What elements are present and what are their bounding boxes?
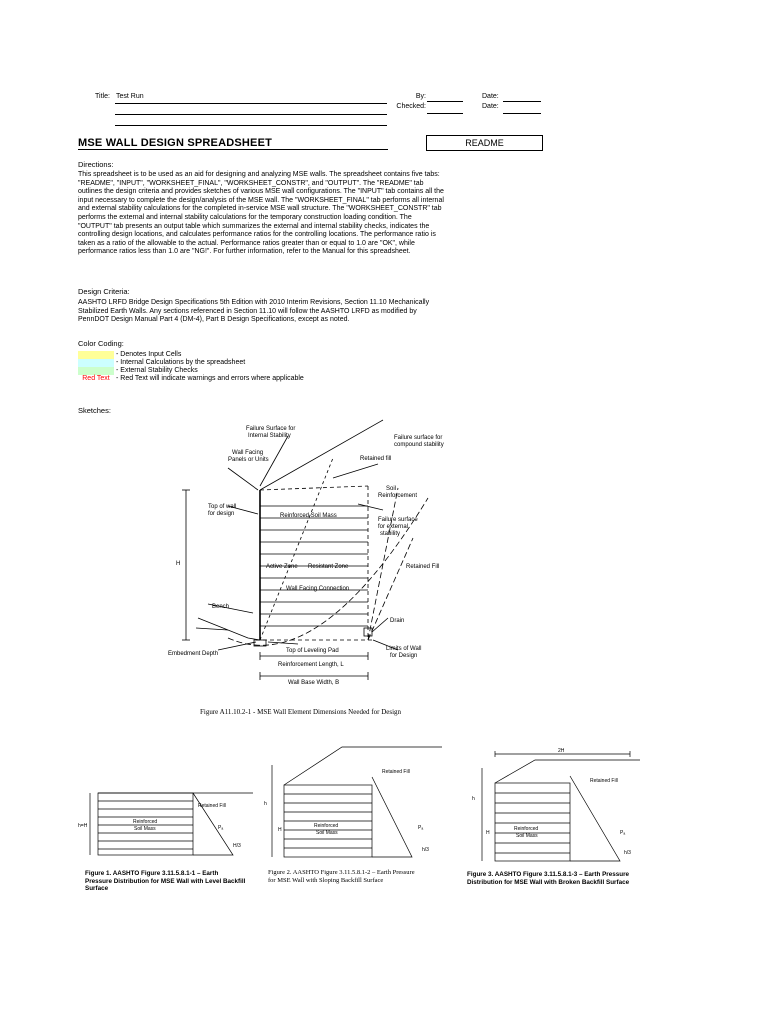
caption-line: Figure 3. AASHTO Figure 3.11.5.8.1-3 – Earth Pressure [467, 871, 630, 878]
directions-body [78, 171, 508, 257]
figure-2-sketch [262, 745, 447, 865]
caption-line: Figure 2. AASHTO Figure 3.11.5.8.1-2 – Earth Pressure [268, 869, 415, 876]
legend-label: - Red Text will indicate warnings and errors where applicable [116, 375, 304, 382]
fig-label: Panels or Units [228, 457, 269, 463]
fig-label: Failure surface [378, 517, 418, 523]
fig3-label: Reinforced [514, 826, 539, 832]
fig3-label: h/3 [624, 850, 631, 856]
date-line [503, 101, 541, 102]
fig3-label: Retained Fill [590, 778, 618, 784]
legend-label: - External Stability Checks [116, 367, 198, 374]
legend-label: - Denotes Input Cells [116, 351, 182, 358]
fig1-label: Reinforced [133, 819, 158, 825]
by-label: By: [415, 93, 426, 100]
red-text-sample: Red Text [82, 375, 110, 382]
legend-external [78, 367, 304, 375]
fig2-label: H [278, 827, 282, 833]
figure-1-sketch [78, 785, 258, 867]
fig2-label: Pₐ [418, 825, 424, 831]
fig2-label: Reinforced [314, 823, 339, 829]
date-label: Date: [482, 93, 499, 100]
fig2-label: h [264, 801, 267, 807]
title-underline-1 [115, 103, 387, 104]
fig-label: Wall Facing [232, 450, 264, 456]
fig1-label: H/3 [233, 843, 241, 849]
mse-wall-main-figure [168, 418, 478, 693]
color-legend [78, 351, 304, 383]
readme-cell: README [426, 135, 543, 151]
fig-label: Reinforcement Length, L [278, 662, 344, 668]
figure-1-caption [85, 870, 245, 893]
directions-line: taken as a ratio of the allowable to the actual. Performance ratios greater than or equal to 1.0 are "OK", while [78, 239, 415, 247]
fig-label: Retained fill [360, 456, 392, 462]
criteria-line: PennDOT Design Manual Part 4 (DM-4), Part B Design Specifications, except as noted. [78, 316, 350, 324]
caption-line: Figure 1. AASHTO Figure 3.11.5.8.1-1 – Earth [85, 870, 219, 877]
fig-label: Retained Fill [406, 564, 440, 570]
fig-label: Limits of Wall [386, 646, 422, 652]
directions-line: This spreadsheet is to be used as an aid for designing and analyzing MSE walls. The spreadsheet contains five tabs: [78, 171, 440, 178]
caption-line: Pressure Distribution for MSE Wall with Level Backfill [85, 877, 246, 885]
fig-label: Wall Facing Connection [286, 586, 350, 592]
fig-label: stability [380, 531, 401, 537]
internal-swatch [78, 359, 114, 367]
fig3-label: Soil Mass [516, 833, 538, 839]
external-swatch [78, 367, 114, 375]
date-label-2: Date: [482, 103, 499, 110]
fig-label: Embedment Depth [168, 651, 219, 657]
fig3-label: Pₐ [620, 830, 626, 836]
figure-3-sketch [460, 748, 645, 868]
fig3-label: H [486, 830, 490, 836]
directions-line: "OUTPUT" tab presents an output table which summarizes the external and internal stability checks, indicates the [78, 222, 430, 230]
directions-title: Directions: [78, 160, 114, 169]
directions-line: "README", "INPUT", "WORKSHEET_FINAL", "WORKSHEET_CONSTR", and "OUTPUT". The "README" tab [78, 179, 424, 187]
title-value: Test Run [116, 93, 144, 100]
fig-label: Drain [390, 618, 405, 624]
title-underline-2 [115, 114, 387, 115]
fig-label: Failure Surface for [246, 426, 296, 432]
figure-3-caption [467, 871, 629, 886]
directions-line: input necessary to complete the design/analysis of the MSE wall. The "WORKSHEET_FINAL" tab performs all internal [78, 196, 444, 204]
fig-label: compound stability [394, 442, 444, 448]
fig1-label: Pₐ [218, 825, 224, 831]
caption-line: Distribution for MSE Wall with Broken Backfill Surface [467, 878, 630, 886]
date-line-2 [503, 113, 541, 114]
input-swatch [78, 351, 114, 359]
legend-internal [78, 359, 304, 367]
sketches-title: Sketches: [78, 406, 111, 415]
figure-2-caption [268, 869, 415, 884]
fig-label: Internal Stability [248, 433, 291, 439]
page-title-underline [78, 149, 388, 150]
fig2-label: Retained Fill [382, 769, 410, 775]
criteria-line: AASHTO LRFD Bridge Design Specifications 5th Edition with 2010 Interim Revisions, Section 11.10 Mechanically [78, 299, 430, 306]
fig3-label: 2H [558, 748, 565, 754]
fig-label: Top of Leveling Pad [286, 648, 339, 654]
fig-label: Reinforcement [378, 493, 418, 499]
fig-label: Bench [212, 604, 230, 610]
directions-line: and external stability calculations for the completed in-service MSE wall structure. The "WORKSHEET_CONSTR" tab [78, 205, 442, 213]
fig-label: Reinforced Soil Mass [280, 513, 337, 519]
fig2-label: Soil Mass [316, 830, 338, 836]
fig-label: for Design [390, 653, 418, 659]
fig1-label: Soil Mass [134, 826, 156, 832]
criteria-title: Design Criteria: [78, 287, 130, 296]
fig-label: for design [208, 511, 235, 517]
legend-red [78, 375, 304, 383]
by-line [427, 101, 463, 102]
title-label: Title: [95, 93, 110, 100]
fig3-label: h [472, 796, 475, 802]
fig1-label: Retained Fill [198, 803, 226, 809]
criteria-body [78, 299, 508, 325]
checked-label: Checked: [396, 103, 426, 110]
title-underline-3 [115, 125, 387, 126]
color-coding-title: Color Coding: [78, 339, 124, 348]
caption-line: Surface [85, 885, 109, 893]
fig-label: Wall Base Width, B [288, 680, 340, 686]
directions-line: performance ratios less than 1.0 are "NG!". For further information, refer to the Manual for this spreadsheet. [78, 248, 411, 256]
fig-label: Active Zone [266, 564, 298, 570]
criteria-line: Stabilized Earth Walls. Any sections referenced in Section 11.10 will follow the AASHTO LRFD as modified by [78, 307, 417, 315]
fig-label: Resistant Zone [308, 564, 349, 570]
page-title: MSE WALL DESIGN SPREADSHEET [78, 137, 273, 149]
fig-label: H [176, 561, 181, 567]
fig-label: for external [378, 524, 409, 530]
legend-label: - Internal Calculations by the spreadsheet [116, 359, 246, 366]
directions-line: controlling design locations, and calculates performance ratios for the controlling locations. The performance ratio is [78, 231, 436, 239]
caption-line: for MSE Wall with Sloping Backfill Surface [268, 876, 384, 884]
directions-line: outlines the design criteria and provides sketches of various MSE wall configurations. The "INPUT" tab contains all the [78, 188, 444, 196]
fig-label: Soil [386, 486, 397, 492]
fig2-label: h/3 [422, 847, 429, 853]
checked-line [427, 113, 463, 114]
fig-label: Top of wall [208, 504, 237, 510]
legend-input [78, 351, 304, 359]
fig-label: Failure surface for [394, 435, 443, 441]
fig1-label: h=H [78, 823, 88, 829]
directions-line: performs the external and internal stability calculations for the temporary construction loading condition. The [78, 213, 412, 221]
main-figure-caption: Figure A11.10.2-1 - MSE Wall Element Dimensions Needed for Design [200, 708, 402, 716]
